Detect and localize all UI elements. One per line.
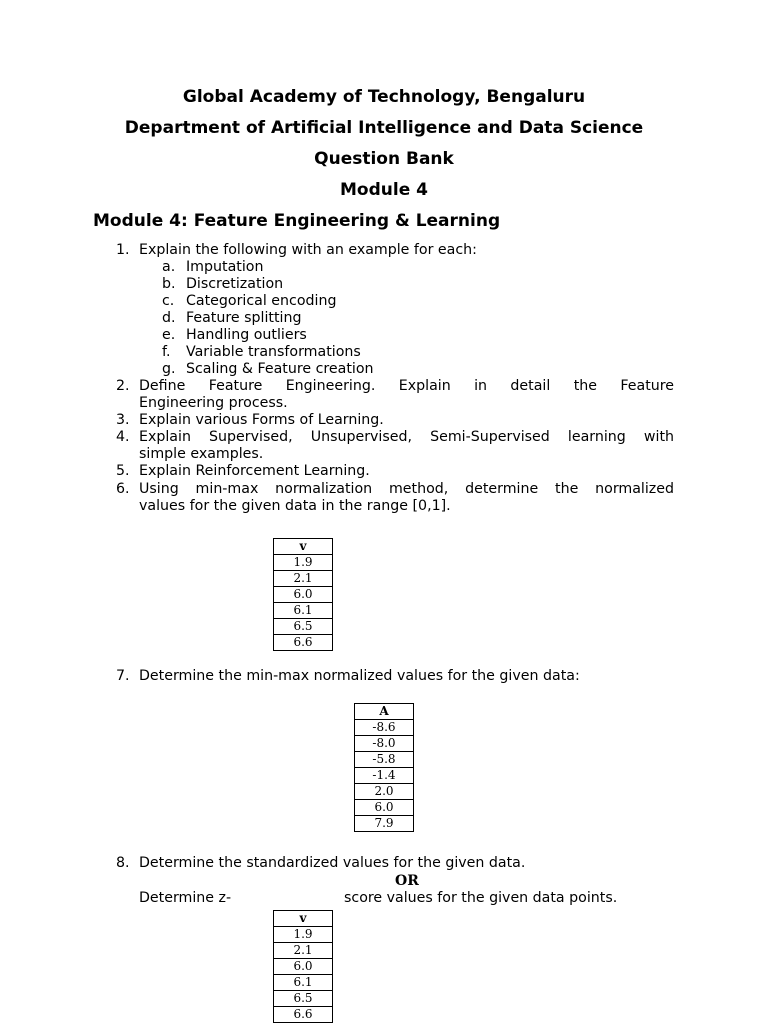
question-text: Determine the min-max normalized values for the given data: <box>139 668 580 684</box>
table-cell: 1.9 <box>274 555 333 571</box>
table-cell: -5.8 <box>355 752 414 768</box>
table-header: v <box>274 539 333 555</box>
question-2: 2. Define Feature Engineering. Explain in detail the Feature Engineering process. <box>116 378 674 411</box>
question-text: Explain Reinforcement Learning. <box>139 463 370 479</box>
table-cell: 2.0 <box>355 784 414 800</box>
table-cell: 6.1 <box>274 603 333 619</box>
question-text-line-1: Using min-max normalization method, determine the normalized <box>139 481 674 497</box>
table-cell: 7.9 <box>355 816 414 832</box>
question-1 <box>116 242 674 259</box>
alt-question-part-1: Determine z- <box>139 890 232 906</box>
table-cell: 6.0 <box>355 800 414 816</box>
table-cell: 6.5 <box>274 619 333 635</box>
question-text-line-1: Explain Supervised, Unsupervised, Semi-Supervised learning with <box>139 429 674 445</box>
question-text: Explain the following with an example for each: <box>139 242 477 258</box>
question-8: 8. Determine the standardized values for the given data. <box>116 855 674 872</box>
question-text: Explain various Forms of Learning. <box>139 412 384 428</box>
question-number: 1. <box>116 242 130 258</box>
table-cell: 6.0 <box>274 959 333 975</box>
question-6: 6. Using min-max normalization method, determine the normalized values for the given data in the range [0,1]. <box>116 481 674 514</box>
table-cell: 6.6 <box>274 635 333 651</box>
question-text: Determine the standardized values for the given data. <box>139 855 526 871</box>
or-separator: OR <box>395 873 419 889</box>
institution-heading: Global Academy of Technology, Bengaluru <box>182 87 586 107</box>
question-text-line-2: simple examples. <box>139 446 264 462</box>
table-cell: -1.4 <box>355 768 414 784</box>
table-cell: 6.5 <box>274 991 333 1007</box>
table-cell: 2.1 <box>274 943 333 959</box>
question-3: 3. Explain various Forms of Learning. <box>116 412 674 429</box>
data-table-q6 <box>273 538 333 651</box>
question-4: 4. Explain Supervised, Unsupervised, Semi-Supervised learning with simple examples. <box>116 429 674 462</box>
question-text-line-1: Define Feature Engineering. Explain in detail the Feature <box>139 378 674 394</box>
table-header: A <box>355 704 414 720</box>
table-cell: 6.0 <box>274 587 333 603</box>
question-text-line-2: values for the given data in the range [0,1]. <box>139 498 451 514</box>
question-text-line-2: Engineering process. <box>139 395 288 411</box>
department-heading: Department of Artificial Intelligence and Data Science <box>124 118 644 138</box>
data-table-q8 <box>273 910 333 1023</box>
alt-question-part-2: score values for the given data points. <box>344 890 618 906</box>
module-title: Module 4: Feature Engineering & Learning <box>93 211 501 231</box>
data-table-q7 <box>354 703 414 832</box>
table-header: v <box>274 911 333 927</box>
question-7: 7. Determine the min-max normalized values for the given data: <box>116 668 674 685</box>
table-cell: 6.1 <box>274 975 333 991</box>
table-cell: -8.0 <box>355 736 414 752</box>
doc-type-heading: Question Bank <box>314 149 454 169</box>
table-cell: 1.9 <box>274 927 333 943</box>
table-cell: 6.6 <box>274 1007 333 1023</box>
question-5: 5. Explain Reinforcement Learning. <box>116 463 674 480</box>
table-cell: -8.6 <box>355 720 414 736</box>
module-heading: Module 4 <box>340 180 428 200</box>
table-cell: 2.1 <box>274 571 333 587</box>
